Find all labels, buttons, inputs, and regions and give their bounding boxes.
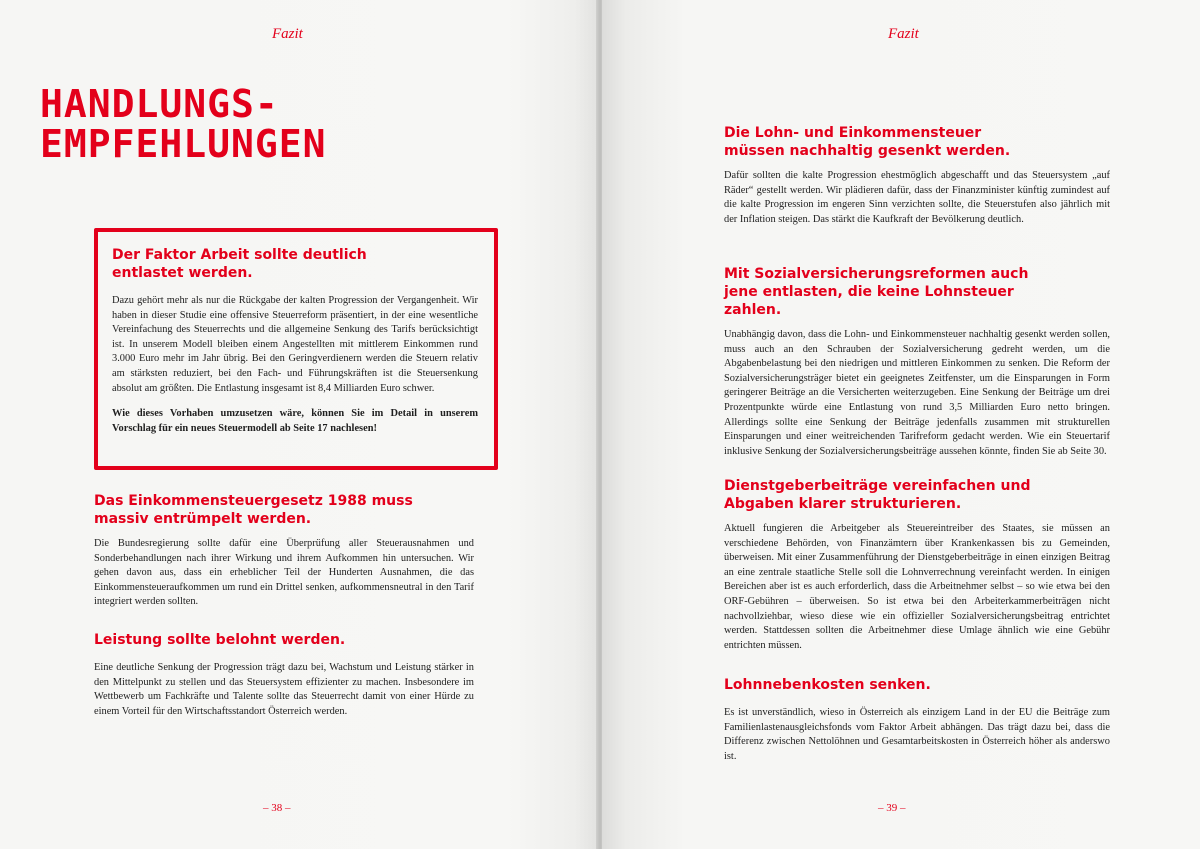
section-heading: Das Einkommensteuergesetz 1988 muss massiv entrümpelt werden. bbox=[94, 493, 413, 527]
section-einkommensteuergesetz bbox=[94, 492, 474, 610]
section-lohnsteuer bbox=[724, 124, 1110, 227]
section-body: Eine deutliche Senkung der Progression trägt dazu bei, Wachstum und Leistung stärker in den Mittelpunkt zu stellen und das Steuersystem effizienter zu machen. Insbesondere im Wettbewerb um Fachkräfte und Talente sollte das Steuerrecht damit von einer Hürde zu einem Vorteil für den Wirtschaftsstandort Österreich werden. bbox=[94, 662, 474, 717]
section-heading: Lohnnebenkosten senken. bbox=[724, 677, 931, 693]
section-heading: Dienstgeberbeiträge vereinfachen und Abgaben klarer strukturieren. bbox=[724, 478, 1031, 512]
highlight-body: Dazu gehört mehr als nur die Rückgabe der kalten Progression der Vergangenheit. Wir haben in dieser Studie eine offensive Steuerreform präsentiert, in der eine wesentliche Vereinfachung des Steuerrechts und die allgemeine Senkung des Tarifs berücksichtigt ist. In unserem Modell bleiben einem Angestellten mit mittlerem Einkommen rund 3.000 Euro mehr im Jahr übrig. Bei den Geringverdienern werden die Steuern relativ am stärksten reduziert, bei den Fach- und Führungskräften ist die Steuersenkung absolut am größten. Die Entlastung insgesamt ist 8,4 Milliarden Euro schwer. bbox=[112, 295, 478, 394]
section-body: Es ist unverständlich, wieso in Österreich als einzigem Land in der EU die Beiträge zum Familienlastenausgleichsfonds vom Faktor Arbeit abhängen. Das trägt dazu bei, dass die Differenz zwischen Nettolöhnen und Gesamtarbeitskosten in Österreich höher als anderswo ist. bbox=[724, 707, 1110, 762]
section-heading: Leistung sollte belohnt werden. bbox=[94, 632, 346, 648]
section-lohnnebenkosten bbox=[724, 676, 1110, 764]
section-body: Unabhängig davon, dass die Lohn- und Einkommensteuer nachhaltig gesenkt werden sollen, muss auch an den Schrauben der Sozialversicherung gedreht werden, um die Abgabenbelastung bei den niedrigen und mittleren Einkommen zu senken. Die Reform der Sozialversicherungsträger bietet ein geeignetes Zeitfenster, um die Einsparungen in Form geringerer Beiträge an die Versicherten weiterzugeben. Eine Senkung der Beiträge um drei Prozentpunkte würde eine Entlastung von rund 3,5 Milliarden Euro netto bringen. Allerdings sollte eine Senkung der Beiträge jedenfalls zusammen mit strukturellen Einsparungen und einer weitreichenden Tarifreform gedacht werden. Wie ein Steuertarif inklusive Senkung der Sozialversicherungsbeiträge aussehen könnte, finden Sie ab Seite 30. bbox=[724, 329, 1110, 457]
section-leistung bbox=[94, 631, 474, 719]
highlight-heading: Der Faktor Arbeit sollte deutlich entlastet werden. bbox=[112, 247, 367, 281]
title-line-2: EMPFEHLUNGEN bbox=[40, 122, 327, 166]
section-body: Dafür sollten die kalte Progression ehestmöglich abgeschafft und das Steuersystem „auf Räder“ gestellt werden. Wir plädieren dafür, dass der Finanzminister künftig zumindest auf die kalte Progression im engeren Sinn verzichten sollte, die Steuerstufen also jährlich mit der Inflation steigen. Das stärkt die Kaufkraft der Bevölkerung deutlich. bbox=[724, 170, 1110, 225]
page-header: Fazit bbox=[272, 26, 303, 42]
page-header: Fazit bbox=[888, 26, 919, 42]
section-sozialversicherung bbox=[724, 265, 1110, 459]
page-number: – 39 – bbox=[878, 802, 906, 814]
section-heading: Mit Sozialversicherungsreformen auch jene entlasten, die keine Lohnsteuer zahlen. bbox=[724, 266, 1029, 318]
title-line-1: HANDLUNGS- bbox=[40, 82, 279, 126]
highlight-content bbox=[112, 246, 478, 436]
section-body: Aktuell fungieren die Arbeitgeber als Steuereintreiber des Staates, sie müssen an verschiedene Behörden, von Finanzämtern über Krankenkassen bis zu Gemeinden, überweisen. Mit einer Zusammenführung der Dienstgeberbeiträge in einen einzigen Beitrag an eine zentrale staatliche Stelle soll die Lohnverrechnung vereinfacht werden. In einigen Bereichen aber ist es auch erforderlich, dass die Arbeitnehmer selbst – so wie etwa bei den ORF-Gebühren – überweisen. So ist etwa bei den Arbeiterkammerbeiträgen nicht nachvollziehbar, wieso diese wie ein offizieller Sozialversicherungsbeitrag entrichtet werden. Stattdessen sollten die Arbeitnehmer diese Umlage ähnlich wie eine Gebühr entrichten müssen. bbox=[724, 523, 1110, 651]
section-heading: Die Lohn- und Einkommensteuer müssen nachhaltig gesenkt werden. bbox=[724, 125, 1011, 159]
page-number: – 38 – bbox=[263, 802, 291, 814]
highlight-note: Wie dieses Vorhaben umzusetzen wäre, können Sie im Detail in unserem Vorschlag für ein neues Steuermodell ab Seite 17 nachlesen! bbox=[112, 408, 478, 434]
page-title bbox=[40, 84, 420, 164]
left-page bbox=[0, 0, 598, 849]
section-dienstgeberbeitraege bbox=[724, 477, 1110, 653]
section-body: Die Bundesregierung sollte dafür eine Überprüfung aller Steuerausnahmen und Sonderbehandlungen nach ihrer Wirkung und ihrem Aufkommen hin untersuchen. Wir gehen davon aus, dass ein erheblicher Teil der Hunderten Ausnahmen, die das Einkommensteueraufkommen um rund ein Drittel senken, aufkommensneutral in den Tarif integriert werden sollten. bbox=[94, 538, 474, 608]
right-page bbox=[602, 0, 1200, 849]
